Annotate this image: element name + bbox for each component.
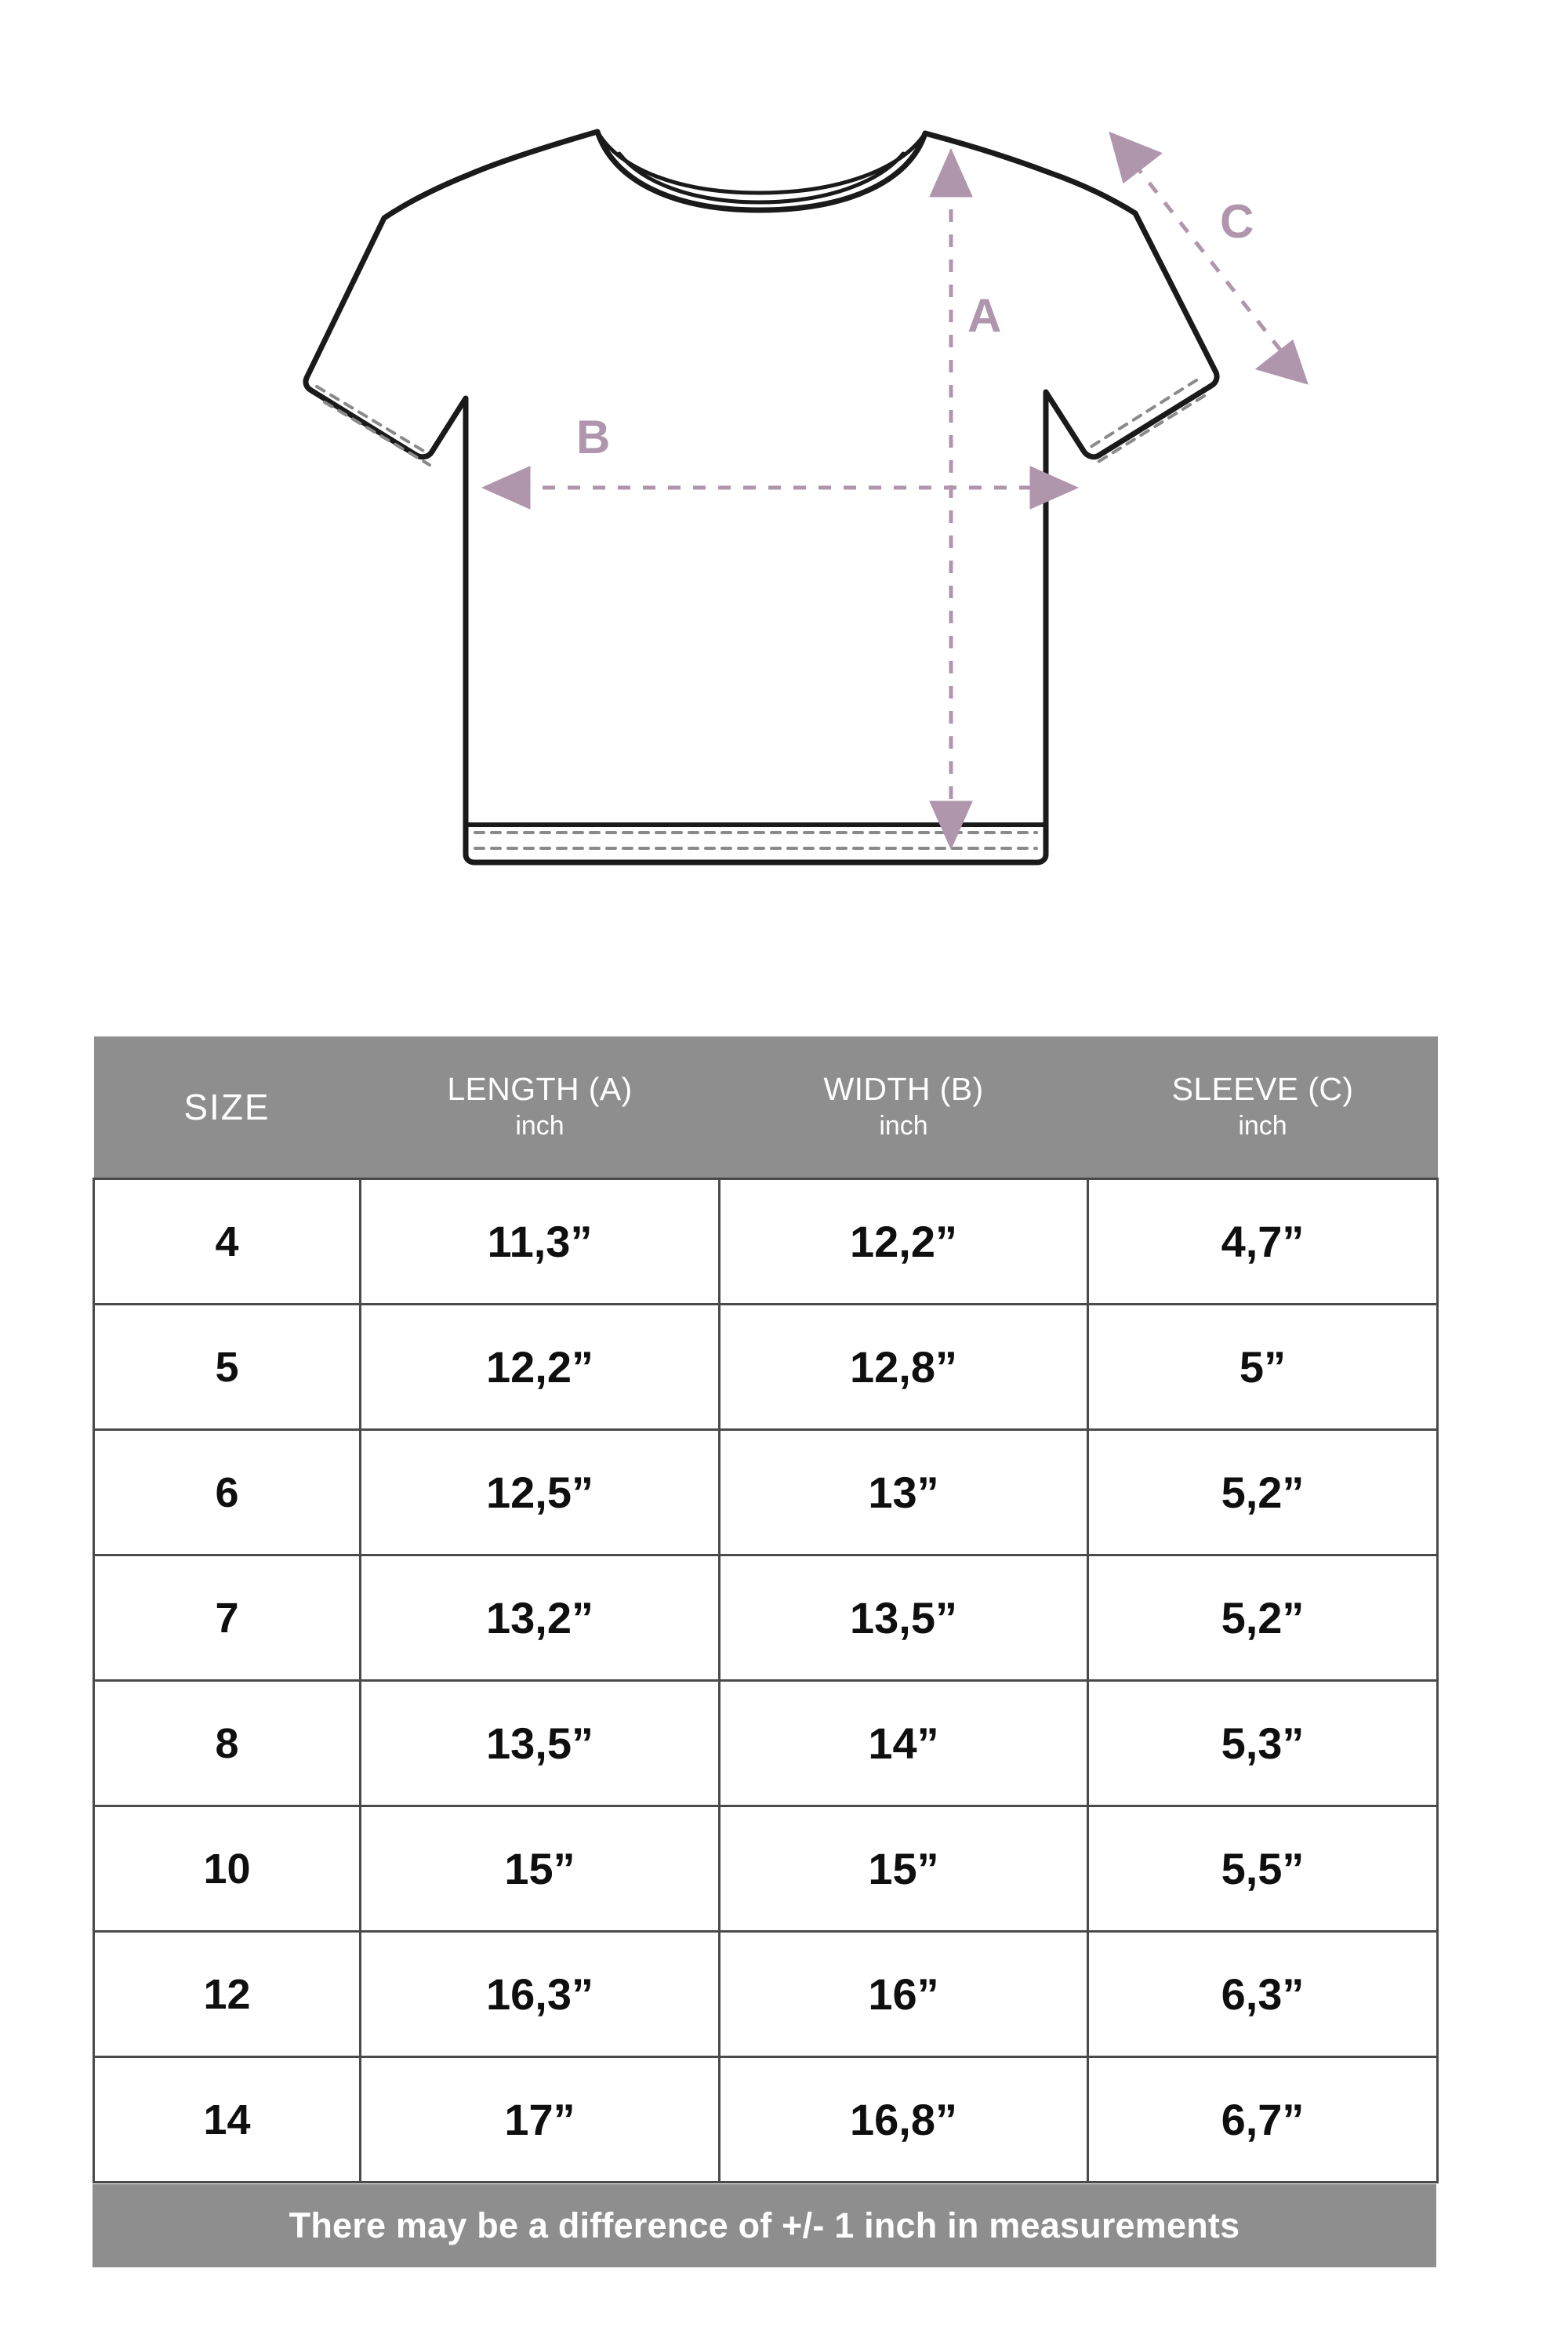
cell-width: 16” (720, 1932, 1088, 2057)
cell-sleeve: 5” (1088, 1305, 1438, 1430)
table-row (94, 1555, 1438, 1681)
header-length-unit: inch (515, 1111, 564, 1142)
cell-sleeve: 5,5” (1088, 1806, 1438, 1932)
cell-length: 12,5” (361, 1430, 720, 1555)
cell-size: 14 (94, 2057, 361, 2183)
header-size-label: SIZE (183, 1086, 270, 1127)
cell-length: 17” (361, 2057, 720, 2183)
cell-width: 14” (720, 1681, 1088, 1806)
cell-sleeve: 5,3” (1088, 1681, 1438, 1806)
header-width-unit: inch (879, 1111, 928, 1142)
header-cell-sleeve (1088, 1036, 1438, 1179)
cell-sleeve: 5,2” (1088, 1430, 1438, 1555)
cell-length: 13,5” (361, 1681, 720, 1806)
cell-width: 12,8” (720, 1305, 1088, 1430)
cell-width: 16,8” (720, 2057, 1088, 2183)
cell-size: 4 (94, 1179, 361, 1305)
cell-length: 11,3” (361, 1179, 720, 1305)
cell-length: 13,2” (361, 1555, 720, 1681)
tshirt-drawing (0, 0, 1568, 1011)
dimension-label-b: B (576, 411, 611, 463)
cell-size: 6 (94, 1430, 361, 1555)
size-table (93, 1036, 1439, 2183)
header-cell-width (720, 1036, 1088, 1179)
cell-length: 16,3” (361, 1932, 720, 2057)
cell-sleeve: 4,7” (1088, 1179, 1438, 1305)
table-header-row (94, 1036, 1438, 1179)
size-table-wrapper (93, 1036, 1436, 2183)
table-row (94, 1430, 1438, 1555)
table-row (94, 1681, 1438, 1806)
header-length-label: LENGTH (A) (447, 1071, 633, 1108)
cell-sleeve: 6,3” (1088, 1932, 1438, 2057)
table-row (94, 1806, 1438, 1932)
cell-width: 12,2” (720, 1179, 1088, 1305)
cell-size: 10 (94, 1806, 361, 1932)
cell-width: 15” (720, 1806, 1088, 1932)
header-sleeve-label: SLEEVE (C) (1171, 1071, 1354, 1108)
cell-width: 13” (720, 1430, 1088, 1555)
header-cell-length (361, 1036, 720, 1179)
cell-sleeve: 6,7” (1088, 2057, 1438, 2183)
cell-size: 7 (94, 1555, 361, 1681)
cell-size: 8 (94, 1681, 361, 1806)
size-table-body (94, 1179, 1438, 2183)
tshirt-illustration (0, 0, 1568, 1011)
header-sleeve-unit: inch (1238, 1111, 1287, 1142)
header-cell-size (94, 1036, 361, 1179)
size-table-header (94, 1036, 1438, 1179)
dimension-label-a: A (967, 289, 1002, 342)
table-row (94, 1932, 1438, 2057)
header-width-label: WIDTH (B) (823, 1071, 984, 1108)
cell-length: 12,2” (361, 1305, 720, 1430)
cell-size: 5 (94, 1305, 361, 1430)
table-row (94, 2057, 1438, 2183)
cell-width: 13,5” (720, 1555, 1088, 1681)
cell-size: 12 (94, 1932, 361, 2057)
table-row (94, 1179, 1438, 1305)
measurement-disclaimer-text: There may be a difference of +/- 1 inch in measurements (289, 2205, 1240, 2245)
cell-length: 15” (361, 1806, 720, 1932)
measurement-disclaimer (93, 2184, 1436, 2267)
dimension-label-c: C (1220, 195, 1254, 248)
cell-sleeve: 5,2” (1088, 1555, 1438, 1681)
table-row (94, 1305, 1438, 1430)
